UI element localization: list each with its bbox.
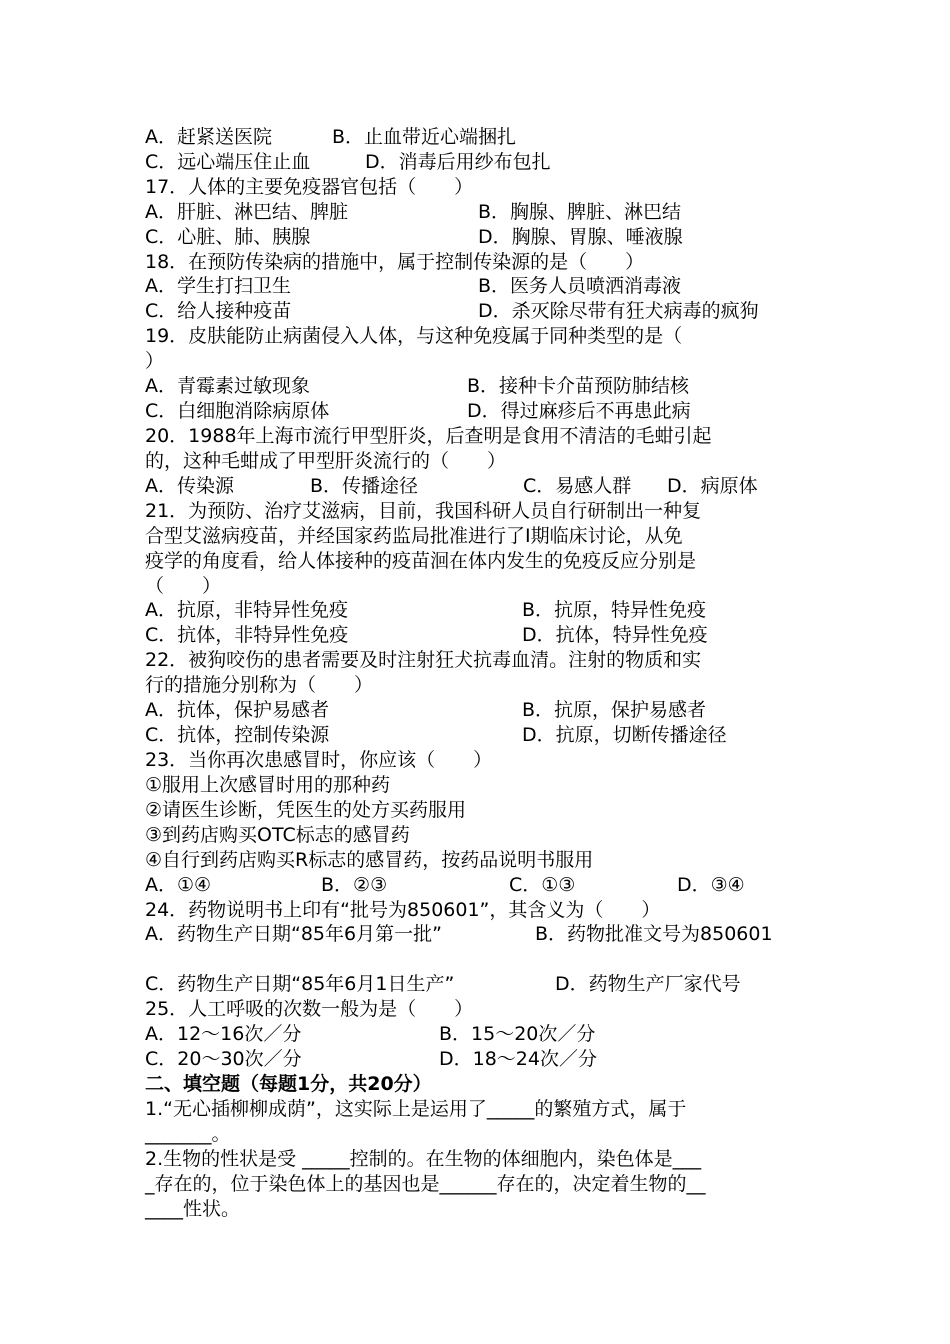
line-text: 24．药物说明书上印有“批号为850601”，其含义为（ ） <box>145 899 661 921</box>
line-text: 18．在预防传染病的措施中，属于控制传染源的是（ ） <box>145 251 645 273</box>
option-text: B．②③ <box>321 874 388 896</box>
line-text: 23．当你再次患感冒时，你应该（ ） <box>145 749 493 771</box>
line-text: ④自行到药店购买R标志的感冒药，按药品说明书服用 <box>145 849 594 871</box>
option-text: C．药物生产日期“85年6月1日生产” <box>145 973 455 995</box>
option-text: D．得过麻疹后不再患此病 <box>467 400 691 422</box>
line-text: 17．人体的主要免疫器官包括（ ） <box>145 176 474 198</box>
option-text: A．青霉素过敏现象 <box>145 375 310 397</box>
line-text: 2.生物的性状是受 _____控制的。在生物的体细胞内，染色体是___ <box>145 1148 702 1170</box>
option-text: B．抗原，保护易感者 <box>522 699 707 721</box>
option-text: C．20～30次／分 <box>145 1048 302 1070</box>
option-text: B．医务人员喷洒消毒液 <box>478 275 682 297</box>
line-text: 合型艾滋病疫苗，并经国家药监局批准进行了Ⅰ期临床讨论，从免 <box>145 525 683 547</box>
option-text: C．抗体，非特异性免疫 <box>145 624 349 646</box>
option-text: B．抗原，特异性免疫 <box>522 599 707 621</box>
option-text: D．18～24次／分 <box>439 1048 597 1070</box>
option-text: B．止血带近心端捆扎 <box>332 126 517 148</box>
option-text: B．接种卡介苗预防肺结核 <box>467 375 690 397</box>
option-text: C．远心端压住止血 <box>145 151 311 173</box>
line-text: 疫学的角度看，给人体接种的疫苗洄在体内发生的免疫反应分别是 <box>145 550 697 572</box>
option-text: A．传染源 <box>145 475 234 497</box>
line-text: ____性状。 <box>145 1198 241 1220</box>
line-text: 1.“无心插柳柳成荫”，这实际上是运用了_____的繁殖方式，属于 <box>145 1098 687 1120</box>
option-text: C．给人接种疫苗 <box>145 300 292 322</box>
option-text: C．易感人群 <box>523 475 632 497</box>
option-text: D．杀灭除尽带有狂犬病毒的疯狗 <box>478 300 759 322</box>
option-text: B．药物批准文号为850601 <box>535 923 773 945</box>
option-text: D．抗体，特异性免疫 <box>522 624 708 646</box>
option-text: A．赶紧送医院 <box>145 126 272 148</box>
line-text: 25．人工呼吸的次数一般为是（ ） <box>145 998 474 1020</box>
line-text: 21．为预防、治疗艾滋病，目前，我国科研人员自行研制出一种复 <box>145 500 702 522</box>
option-text: A．药物生产日期“85年6月第一批” <box>145 923 442 945</box>
option-text: C．抗体，控制传染源 <box>145 724 330 746</box>
option-text: C．白细胞消除病原体 <box>145 400 330 422</box>
option-text: B．传播途径 <box>310 475 419 497</box>
line-text: （ ） <box>145 575 222 597</box>
option-text: D．病原体 <box>667 475 758 497</box>
option-text: D．药物生产厂家代号 <box>555 973 741 995</box>
line-text: ） <box>145 350 165 372</box>
line-text: 的，这种毛蚶成了甲型肝炎流行的（ ） <box>145 450 507 472</box>
option-text: A．学生打扫卫生 <box>145 275 291 297</box>
line-text: 20．1988年上海市流行甲型肝炎，后查明是食用不清洁的毛蚶引起 <box>145 425 712 447</box>
line-text: 行的措施分别称为（ ） <box>145 674 374 696</box>
option-text: A．12～16次／分 <box>145 1023 302 1045</box>
option-text: D．消毒后用纱布包扎 <box>365 151 551 173</box>
option-text: C．①③ <box>509 874 576 896</box>
line-text: 22．被狗咬伤的患者需要及时注射狂犬抗毒血清。注射的物质和实 <box>145 649 702 671</box>
option-text: D．抗原，切断传播途径 <box>522 724 727 746</box>
option-text: B．15～20次／分 <box>439 1023 596 1045</box>
line-text: ②请医生诊断，凭医生的处方买药服用 <box>145 799 467 821</box>
line-text: ①服用上次感冒时用的那种药 <box>145 774 391 796</box>
option-text: D．胸腺、胃腺、唾液腺 <box>478 226 683 248</box>
option-text: A．肝脏、淋巴结、脾脏 <box>145 201 348 223</box>
line-text: _______。 <box>145 1123 231 1145</box>
option-text: D．③④ <box>677 874 745 896</box>
option-text: C．心脏、肺、胰腺 <box>145 226 311 248</box>
line-text: _存在的，位于染色体上的基因也是______存在的，决定着生物的__ <box>145 1173 706 1195</box>
option-text: A．①④ <box>145 874 212 896</box>
line-text: 19．皮肤能防止病菌侵入人体，与这种免疫属于同种类型的是（ <box>145 325 683 347</box>
line-text: ③到药店购买OTC标志的感冒药 <box>145 824 410 846</box>
option-text: A．抗原，非特异性免疫 <box>145 599 348 621</box>
option-text: B．胸腺、脾脏、淋巴结 <box>478 201 682 223</box>
line-text: 二、填空题（每题1分，共20分） <box>145 1073 432 1095</box>
option-text: A．抗体，保护易感者 <box>145 699 329 721</box>
